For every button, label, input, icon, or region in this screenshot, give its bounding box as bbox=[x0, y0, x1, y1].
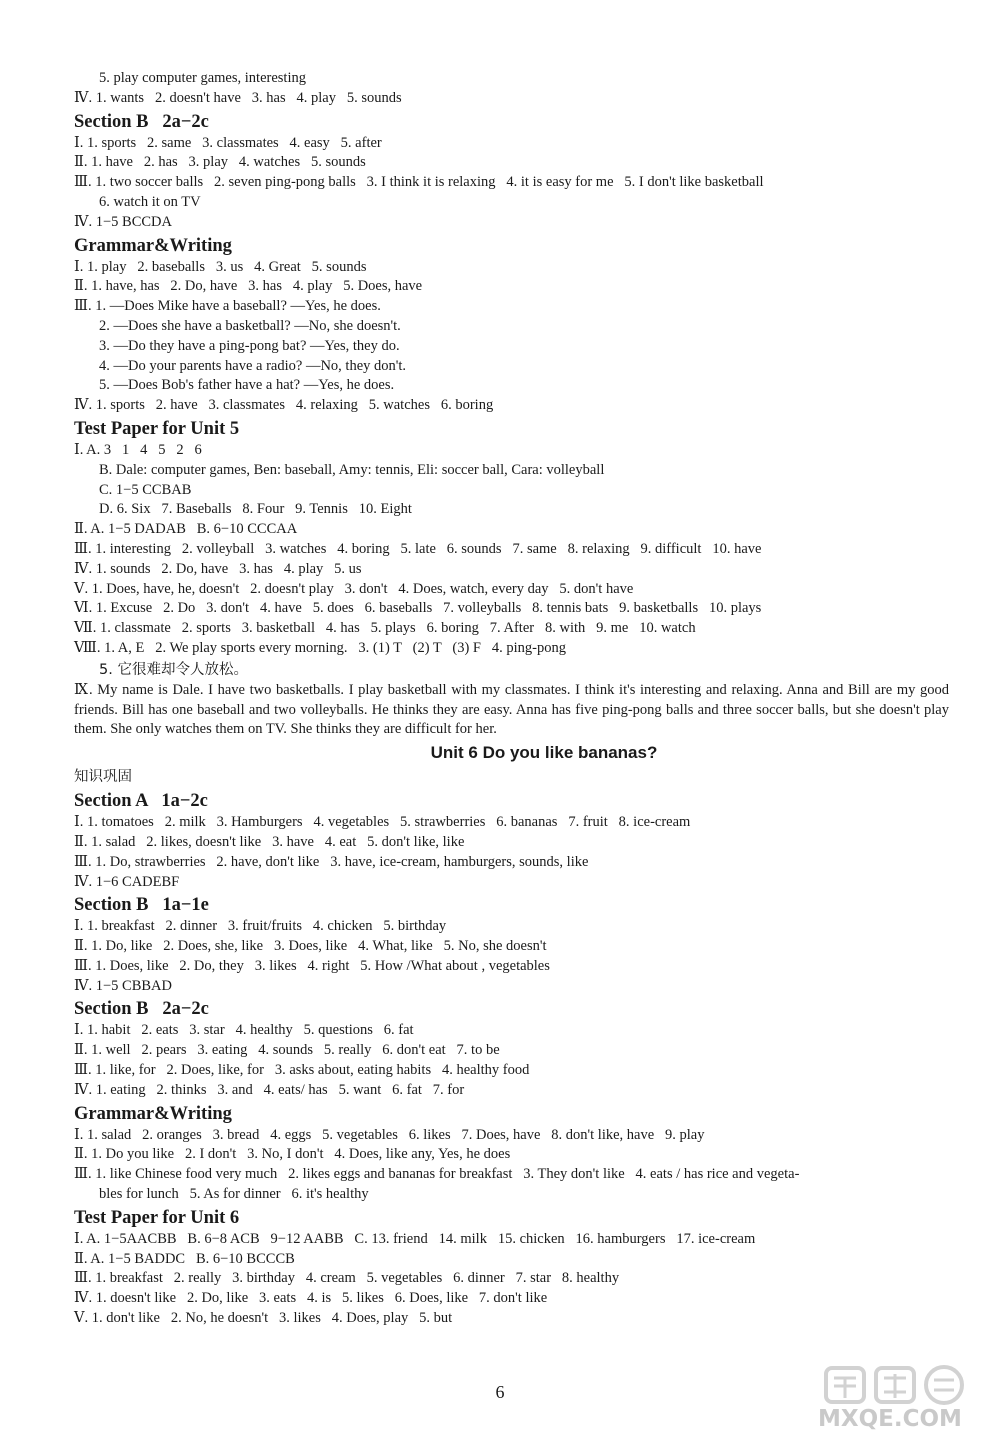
answer-line: Ⅲ. 1. like Chinese food very much 2. likes eggs and bananas for breakfast 3. They don't like 4. eats / has rice and vegeta- bbox=[74, 1166, 800, 1183]
answer-line: 3. —Do they have a ping-pong bat? —Yes, they do. bbox=[99, 337, 400, 354]
answer-line: Ⅳ. 1−5 CBBAD bbox=[74, 977, 172, 994]
section-heading: Section A 1a−2c bbox=[74, 791, 208, 812]
answer-line: 5. 它很难却令人放松。 bbox=[99, 661, 248, 678]
answer-line: Ⅲ. 1. two soccer balls 2. seven ping-pong balls 3. I think it is relaxing 4. it is easy for me 5. I don't like basketball bbox=[74, 174, 764, 191]
section-heading: Section B 2a−2c bbox=[74, 111, 209, 132]
answer-line: Ⅱ. 1. Do you like 2. I don't 3. No, I don't 4. Does, like any, Yes, he does bbox=[74, 1146, 511, 1163]
watermark-text: MXQE.COM bbox=[818, 1406, 962, 1432]
answer-line: Ⅱ. 1. well 2. pears 3. eating 4. sounds 5. really 6. don't eat 7. to be bbox=[74, 1042, 500, 1059]
answer-line: Ⅱ. A. 1−5 BADDC B. 6−10 BCCCB bbox=[74, 1250, 295, 1267]
answer-line: Ⅱ. 1. salad 2. likes, doesn't like 3. have 4. eat 5. don't like, like bbox=[74, 833, 465, 850]
answer-line: 知识巩固 bbox=[74, 769, 132, 786]
section-heading: Test Paper for Unit 6 bbox=[74, 1207, 240, 1228]
answer-line: Ⅰ. A. 3 1 4 5 2 6 bbox=[74, 441, 202, 458]
answer-line: Ⅳ. 1−6 CADEBF bbox=[74, 873, 180, 890]
answer-line: D. 6. Six 7. Baseballs 8. Four 9. Tennis 10. Eight bbox=[99, 501, 412, 518]
answer-line: Ⅲ. 1. breakfast 2. really 3. birthday 4. cream 5. vegetables 6. dinner 7. star 8. healthy bbox=[74, 1270, 620, 1287]
answer-line: 4. —Do your parents have a radio? —No, they don't. bbox=[99, 357, 407, 374]
answer-line: Ⅷ. 1. A, E 2. We play sports every morning. 3. (1) T (2) T (3) F 4. ping-pong bbox=[74, 639, 566, 656]
watermark bbox=[812, 1358, 982, 1438]
answer-line: Ⅱ. 1. have 2. has 3. play 4. watches 5. sounds bbox=[74, 154, 366, 171]
answer-line: Ⅶ. 1. classmate 2. sports 3. basketball 4. has 5. plays 6. boring 7. After 8. with 9. me 10. watch bbox=[74, 620, 696, 637]
answer-line: Ⅳ. 1−5 BCCDA bbox=[74, 213, 172, 230]
answer-line: Ⅵ. 1. Excuse 2. Do 3. don't 4. have 5. does 6. baseballs 7. volleyballs 8. tennis bats 9. basketballs 10. plays bbox=[74, 600, 762, 617]
answer-line: Ⅲ. 1. —Does Mike have a baseball? —Yes, he does. bbox=[74, 298, 381, 315]
answer-line: Ⅱ. A. 1−5 DADAB B. 6−10 CCCAA bbox=[74, 521, 298, 538]
answer-line: 6. watch it on TV bbox=[99, 193, 201, 210]
answer-line: 5. play computer games, interesting bbox=[99, 70, 306, 86]
answer-line: 2. —Does she have a basketball? —No, she doesn't. bbox=[99, 317, 401, 334]
answer-line: Ⅰ. 1. salad 2. oranges 3. bread 4. eggs 5. vegetables 6. likes 7. Does, have 8. don't like, have 9. play bbox=[74, 1126, 705, 1143]
answer-line: C. 1−5 CCBAB bbox=[99, 481, 192, 498]
answer-line: Ⅰ. 1. play 2. baseballs 3. us 4. Great 5. sounds bbox=[74, 258, 367, 275]
answer-line: Ⅳ. 1. sounds 2. Do, have 3. has 4. play 5. us bbox=[74, 560, 362, 577]
answer-line: Ⅳ. 1. wants 2. doesn't have 3. has 4. play 5. sounds bbox=[74, 89, 402, 106]
answer-line: Ⅴ. 1. Does, have, he, doesn't 2. doesn't play 3. don't 4. Does, watch, every day 5. don't have bbox=[74, 580, 634, 597]
answer-line: Ⅲ. 1. interesting 2. volleyball 3. watches 4. boring 5. late 6. sounds 7. same 8. relaxing 9. difficult 10. have bbox=[74, 540, 762, 557]
answer-line: Ⅰ. 1. breakfast 2. dinner 3. fruit/fruits 4. chicken 5. birthday bbox=[74, 918, 447, 935]
answer-line: Ⅰ. A. 1−5AACBB B. 6−8 ACB 9−12 AABB C. 13. friend 14. milk 15. chicken 16. hamburgers 17. ice-cream bbox=[74, 1230, 756, 1247]
section-heading: Grammar&Writing bbox=[74, 1103, 232, 1124]
answer-line: Ⅳ. 1. eating 2. thinks 3. and 4. eats/ has 5. want 6. fat 7. for bbox=[74, 1081, 465, 1098]
answer-line: Ⅰ. 1. sports 2. same 3. classmates 4. easy 5. after bbox=[74, 134, 382, 151]
answer-line: Ⅲ. 1. Do, strawberries 2. have, don't like 3. have, ice-cream, hamburgers, sounds, like bbox=[74, 853, 589, 870]
answer-line: Ⅱ. 1. have, has 2. Do, have 3. has 4. play 5. Does, have bbox=[74, 278, 423, 295]
answer-line: Ⅲ. 1. Does, like 2. Do, they 3. likes 4. right 5. How /What about , vegetables bbox=[74, 957, 550, 974]
unit-title: Unit 6 Do you like bananas? bbox=[430, 743, 658, 763]
answer-paragraph: Ⅸ. My name is Dale. I have two basketballs. I play basketball with my classmates. I think it's interesting and relaxing. Anna and Bill are my good friends. Bill has one baseball and two volleyballs. He thinks they are easy. Anna has five ping-pong balls and three soccer balls, but she doesn't play them. She only watches them on TV. She thinks they are difficult for her. bbox=[74, 681, 949, 738]
answer-line: Ⅴ. 1. don't like 2. No, he doesn't 3. likes 4. Does, play 5. but bbox=[74, 1310, 453, 1327]
answer-line: B. Dale: computer games, Ben: baseball, Amy: tennis, Eli: soccer ball, Cara: volleyball bbox=[99, 461, 605, 478]
answer-page bbox=[74, 69, 954, 1329]
answer-line: Ⅲ. 1. like, for 2. Does, like, for 3. asks about, eating habits 4. healthy food bbox=[74, 1062, 530, 1079]
section-heading: Section B 1a−1e bbox=[74, 895, 209, 916]
answer-line: Ⅰ. 1. habit 2. eats 3. star 4. healthy 5. questions 6. fat bbox=[74, 1022, 414, 1039]
answer-line: Ⅳ. 1. sports 2. have 3. classmates 4. relaxing 5. watches 6. boring bbox=[74, 397, 494, 414]
section-heading: Section B 2a−2c bbox=[74, 999, 209, 1020]
section-heading: Grammar&Writing bbox=[74, 235, 232, 256]
section-heading: Test Paper for Unit 5 bbox=[74, 418, 240, 439]
answer-line: bles for lunch 5. As for dinner 6. it's healthy bbox=[99, 1186, 369, 1203]
answer-line: Ⅳ. 1. doesn't like 2. Do, like 3. eats 4. is 5. likes 6. Does, like 7. don't like bbox=[74, 1290, 548, 1307]
answer-line: 5. —Does Bob's father have a hat? —Yes, he does. bbox=[99, 377, 395, 394]
answer-line: Ⅰ. 1. tomatoes 2. milk 3. Hamburgers 4. vegetables 5. strawberries 6. bananas 7. fruit 8. ice-cream bbox=[74, 814, 691, 831]
watermark-logo-icon bbox=[822, 1362, 972, 1406]
answer-line: Ⅱ. 1. Do, like 2. Does, she, like 3. Does, like 4. What, like 5. No, she doesn't bbox=[74, 938, 547, 955]
page-number: 6 bbox=[495, 1382, 505, 1402]
